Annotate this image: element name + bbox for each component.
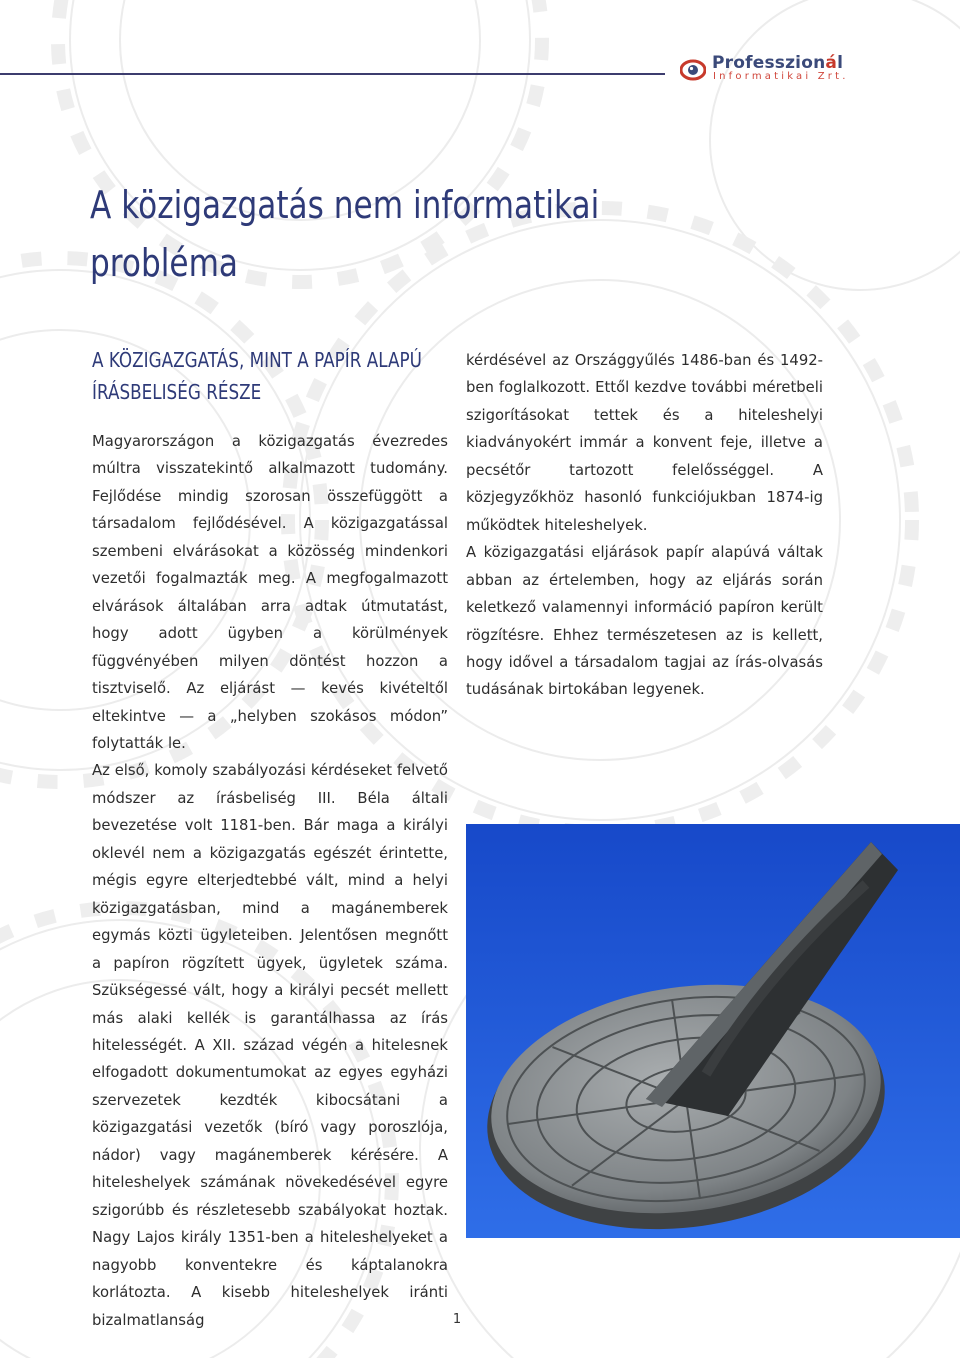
paragraph: Magyarországon a közigazgatás évezredes múltra visszatekintő alkalmazott tudomány. Fejlődése mindig szorosan összefüggött a társadalom fejlődésével. A közigazgatással szembeni elvárásokat a közösség mindenkori vezetői fogalmazták meg. A megfogalmazott elvárások általában arra adtak útmutatást, hogy adott ügyben a körülmények függvényében milyen döntést hozzon a tisztviselő. Az eljárást — kevés kivételtől eltekintve — a „helyben szokásos módon” folytatták le. (92, 433, 448, 752)
paragraph: kérdésével az Országgyűlés 1486-ban és 1492-ben foglalkozott. Ettől kezdve további méretbeli szigorításokat tettek és a hiteleshelyi kiadványokért immár a konvent feje, illetve a pecsétőr tartozott felelősséggel. A közjegyzőkhöz hasonló funkciójukban 1874-ig működtek hiteleshelyek. (466, 352, 823, 534)
page-title: A közigazgatás nem informatikai probléma (90, 183, 600, 285)
left-column (92, 428, 448, 1334)
paragraph: Az első, komoly szabályozási kérdéseket felvető módszer az írásbeliség III. Béla általi bevezetése volt 1181-ben. Bár maga a királyi oklevél nem a közigazgatás egészét érintette, mégis egyre elterjedtebbé vált, mind a helyi közigazgatásban, mind a magánemberek egymás közti ügyleteiben. Jelentősen megnőtt a papíron rögzített ügyek, ügyletek száma. Szükségessé vált, hogy a királyi pecsét mellett más alaki kellék is garantálhassa az írás hitelességét. A XII. század végén a hitelesnek elfogadott dokumentumokat az egyes egyházi szervezetek kezdték kibocsátani a közigazgatási vezetők (bíró vagy poroszlója, nádor) vagy magánemberek kérésére. A hiteleshelyek számának növekedésével egyre szigorúbb és részletesebb szabályokat hoztak. Nagy Lajos király 1351-ben a hiteleshelyeket a nagyobb konventekre és káptalanokra korlátozta. A kisebb hiteleshelyek iránti bizalmatlanság (92, 762, 448, 1329)
logo-name: Professzionál (712, 53, 844, 73)
page-number: 1 (452, 1312, 462, 1327)
logo-subtitle: Informatikai Zrt. (713, 71, 849, 82)
right-column (466, 347, 823, 704)
sundial-photo (466, 824, 960, 1238)
header-rule (0, 73, 665, 75)
paragraph: A közigazgatási eljárások papír alapúvá váltak abban az értelemben, hogy az eljárás során keletkező valamennyi információ papíron került rögzítésre. Ehhez természetesen az is kellett, hogy idővel a társadalom tagjai az írás-olvasás tudásának birtokában legyenek. (466, 544, 823, 699)
section-title: A KÖZIGAZGATÁS, MINT A PAPÍR ALAPÚ ÍRÁSBELISÉG RÉSZE (92, 348, 422, 404)
company-logo (680, 53, 940, 87)
eye-logo-icon (680, 57, 706, 83)
